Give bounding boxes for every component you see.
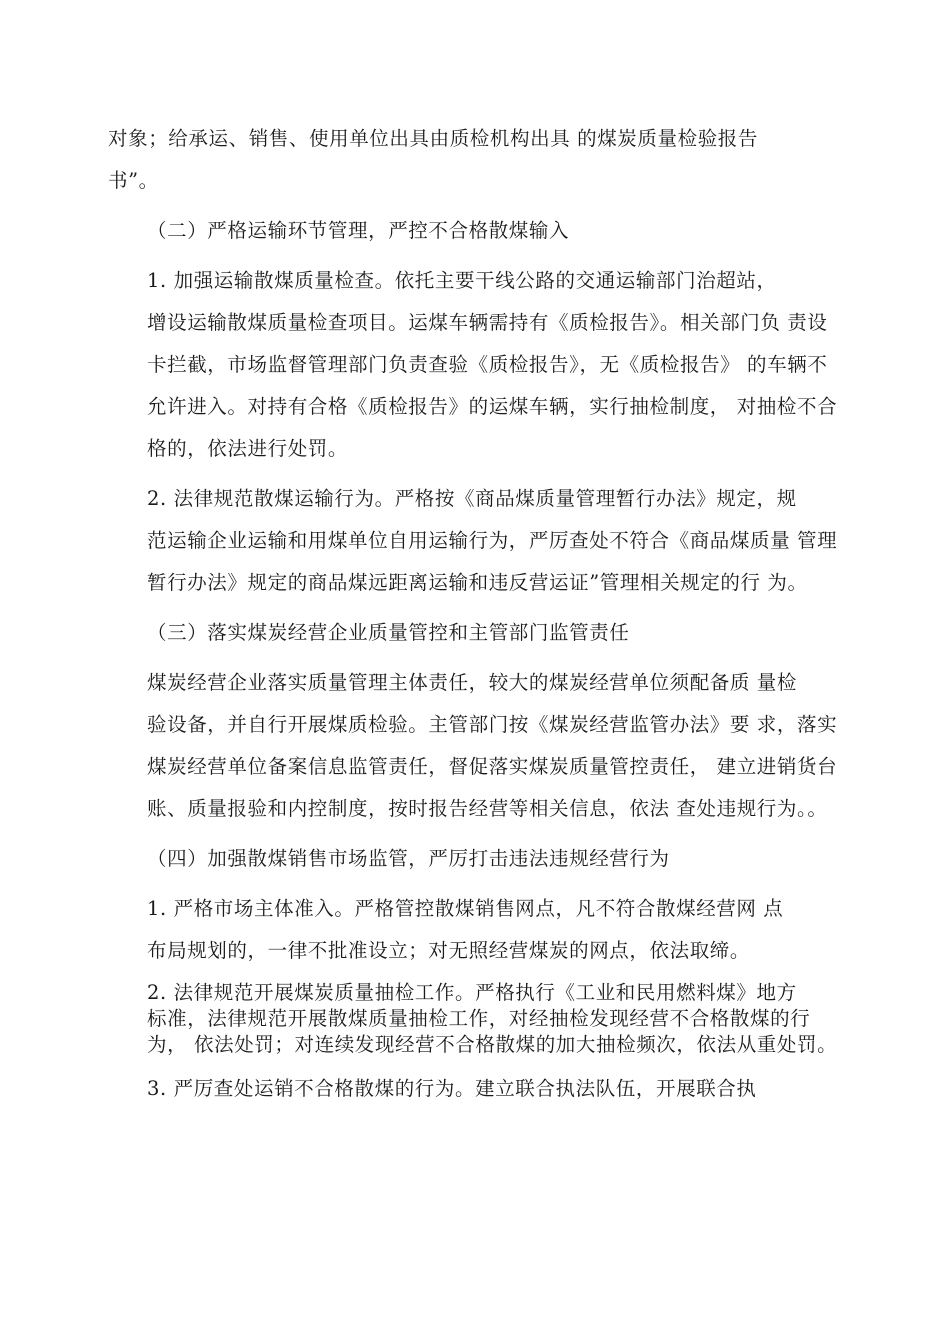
- text-line: 增设运输散煤质量检查项目。运煤车辆需持有《质检报告》。相关部门负 责设: [147, 311, 828, 334]
- text-line: 卡拦截，市场监督管理部门负责查验《质检报告》，无《质检报告》 的车辆不: [147, 353, 828, 376]
- paragraph: [108, 1068, 848, 1110]
- text-line: （三）落实煤炭经营企业质量管控和主管部门监管责任: [147, 621, 630, 644]
- text-line: 2. 法律规范开展煤炭质量抽检工作。严格执行《工业和民用燃料煤》地方: [147, 981, 797, 1004]
- document-page: [108, 118, 848, 1118]
- paragraph: [108, 980, 848, 1058]
- text-line: 煤炭经营企业落实质量管理主体责任，较大的煤炭经营单位须配备质 量检: [147, 671, 797, 694]
- text-line: 1. 加强运输散煤质量检查。依托主要干线公路的交通运输部门治超站，: [147, 269, 777, 292]
- paragraph: [108, 118, 848, 202]
- text-line: 暂行办法》规定的商品煤远距离运输和违反营运证”管理相关规定的行 为。: [147, 571, 808, 594]
- paragraph: [108, 838, 848, 880]
- text-line: 3. 严厉查处运销不合格散煤的行为。建立联合执法队伍，开展联合执: [147, 1077, 757, 1100]
- paragraph: [108, 210, 848, 252]
- text-line: 验设备，并自行开展煤质检验。主管部门按《煤炭经营监管办法》要 求，落实: [147, 713, 838, 736]
- text-line: 书”。: [108, 169, 159, 192]
- text-line: 允许进入。对持有合格《质检报告》的运煤车辆，实行抽检制度， 对抽检不合: [147, 395, 838, 418]
- text-line: （四）加强散煤销售市场监管，严厉打击违法违规经营行为: [147, 847, 670, 870]
- text-line: 范运输企业运输和用煤单位自用运输行为，严厉查处不符合《商品煤质量 管理: [147, 529, 838, 552]
- paragraph: [108, 478, 848, 604]
- text-line: 煤炭经营单位备案信息监管责任，督促落实煤炭质量管控责任， 建立进销货台: [147, 755, 838, 778]
- text-line: 标准，法律规范开展散煤质量抽检工作，对经抽检发现经营不合格散煤的行: [147, 1007, 811, 1030]
- text-line: 布局规划的，一律不批准设立；对无照经营煤炭的网点，依法取缔。: [147, 939, 751, 962]
- text-line: 格的，依法进行处罚。: [147, 437, 349, 460]
- paragraph: [108, 612, 848, 654]
- text-line: 对象；给承运、销售、使用单位出具由质检机构出具 的煤炭质量检验报告: [108, 127, 758, 150]
- text-line: 为， 依法处罚；对连续发现经营不合格散煤的加大抽检频次，依法从重处罚。: [147, 1033, 838, 1056]
- text-line: 2. 法律规范散煤运输行为。严格按《商品煤质量管理暂行办法》规定，规: [147, 487, 797, 510]
- paragraph: [108, 888, 848, 972]
- text-line: 账、质量报验和内控制度，按时报告经营等相关信息，依法 查处违规行为。。: [147, 797, 828, 820]
- paragraph: [108, 662, 848, 830]
- paragraph: [108, 260, 848, 470]
- text-line: （二）严格运输环节管理，严控不合格散煤输入: [147, 219, 570, 242]
- text-line: 1. 严格市场主体准入。严格管控散煤销售网点，凡不符合散煤经营网 点: [147, 897, 784, 920]
